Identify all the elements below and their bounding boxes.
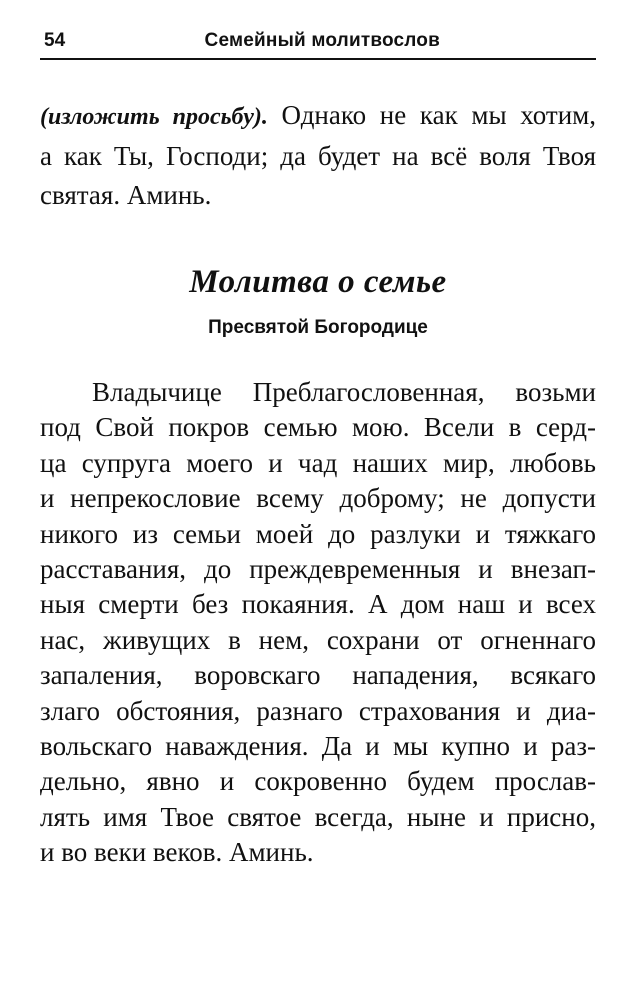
previous-text-line-1 xyxy=(40,96,596,137)
prayer-line: нас, живущих в нем, сохрани от огненнаго xyxy=(40,624,596,655)
page-number: 54 xyxy=(44,30,66,51)
prayer-body xyxy=(40,375,596,871)
previous-text-line-1-rest: Однако не как мы хотим, xyxy=(267,100,597,130)
book-page xyxy=(40,26,596,871)
running-head xyxy=(40,26,596,56)
prayer-line: злаго обстояния, разнаго страхования и диа- xyxy=(40,695,596,726)
header-rule xyxy=(40,58,596,60)
book-title: Семейный молитвослов xyxy=(204,30,440,51)
prayer-line: никого из семьи моей до разлуки и тяжкаго xyxy=(40,518,596,549)
prayer-line: под Свой покров семью мою. Всели в серд- xyxy=(40,412,596,443)
prayer-line: ца супруга моего и чад наших мир, любовь xyxy=(40,447,596,478)
prayer-line: лять имя Твое святое всегда, ныне и присно, xyxy=(40,801,596,832)
prayer-line: запаления, воровскаго нападения, всякаго xyxy=(40,660,596,691)
previous-text-line-2: а как Ты, Господи; да будет на всё воля Твоя xyxy=(40,141,596,171)
prayer-subtitle: Пресвятой Богородице xyxy=(208,317,428,338)
prayer-line: и во веки веков. Аминь. xyxy=(40,837,314,868)
prayer-line: Владычице Преблагословенная, возьми xyxy=(92,377,596,407)
previous-prayer-ending xyxy=(40,96,596,215)
prayer-title: Молитва о семье xyxy=(189,264,447,300)
prayer-line: расставания, до преждевременныя и внезап- xyxy=(40,554,596,585)
italic-instruction: (изложить просьбу). xyxy=(40,104,268,130)
prayer-line: вольскаго наваждения. Да и мы купно и раз- xyxy=(40,731,596,762)
prayer-line: и непрекословие всему доброму; не допусти xyxy=(40,483,596,514)
prayer-line: ныя смерти без покаяния. А дом наш и всех xyxy=(40,589,596,620)
prayer-line: дельно, явно и сокровенно будем прослав- xyxy=(40,766,596,797)
previous-text-line-3: святая. Аминь. xyxy=(40,180,212,210)
